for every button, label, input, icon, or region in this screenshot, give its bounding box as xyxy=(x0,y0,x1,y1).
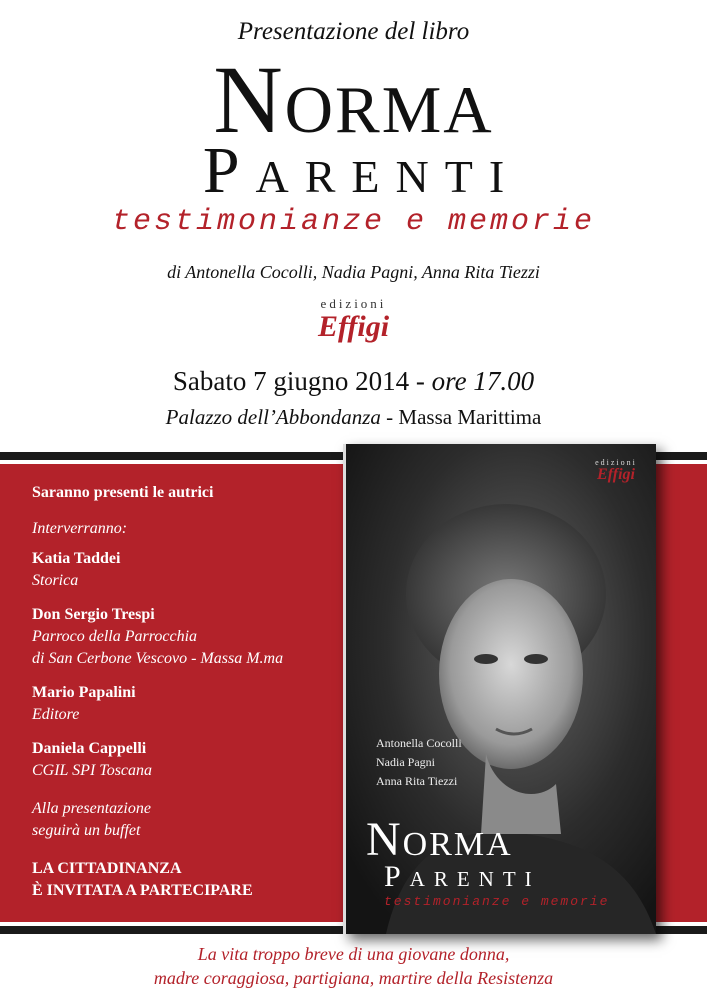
speakers-label: Interverranno: xyxy=(32,520,128,537)
book-author: Antonella Cocolli xyxy=(376,736,462,750)
venue-city: - Massa Marittima xyxy=(380,405,542,429)
speaker-role: Storica xyxy=(32,572,79,589)
presence-note: Saranno presenti le autrici xyxy=(32,484,214,501)
book-author: Nadia Pagni xyxy=(376,755,435,769)
book-authors xyxy=(376,734,462,791)
book-title-line-2: Parenti xyxy=(384,860,541,893)
speaker-name: Mario Papalini xyxy=(32,684,136,701)
event-info xyxy=(32,482,332,902)
speaker-item xyxy=(32,682,332,726)
speaker-item xyxy=(32,604,332,670)
title-line-2: Parenti xyxy=(202,134,521,207)
publisher-logo xyxy=(0,296,707,352)
authors-line: di Antonella Cocolli, Nadia Pagni, Anna Rita Tiezzi xyxy=(167,262,540,282)
speaker-name: Daniela Cappelli xyxy=(32,740,147,757)
book-author: Anna Rita Tiezzi xyxy=(376,774,458,788)
invite-note: LA CITTADINANZA xyxy=(32,860,182,877)
book-logo-name: Effigi xyxy=(597,466,635,483)
publisher-logo-name: Effigi xyxy=(317,310,390,343)
book-logo-top: edizioni xyxy=(595,458,637,467)
speaker-role: di San Cerbone Vescovo - Massa M.ma xyxy=(32,650,284,667)
speaker-item xyxy=(32,738,332,782)
speaker-role: CGIL SPI Toscana xyxy=(32,762,153,779)
event-time: ore 17.00 xyxy=(431,366,535,396)
venue-name: Palazzo dell’Abbondanza xyxy=(165,405,381,429)
speaker-role: Editore xyxy=(32,706,80,723)
book-title-line-1: Norma xyxy=(366,813,513,866)
pre-title: Presentazione del libro xyxy=(237,18,470,45)
event-venue-line xyxy=(0,405,707,430)
speaker-name: Don Sergio Trespi xyxy=(32,606,155,623)
publisher-logo-top: edizioni xyxy=(320,296,387,311)
buffet-note: Alla presentazione xyxy=(32,800,151,817)
title-line-1: Norma xyxy=(213,46,494,153)
book-cover xyxy=(343,444,656,934)
speaker-name: Katia Taddei xyxy=(32,550,121,567)
speaker-role: Parroco della Parrocchia xyxy=(32,628,198,645)
tagline-line-2: madre coraggiosa, partigiana, martire della Resistenza xyxy=(153,968,554,988)
book-publisher-logo xyxy=(586,458,646,483)
event-date: Sabato 7 giugno 2014 - xyxy=(172,366,432,396)
book-subtitle: testimonianze e memorie xyxy=(111,205,596,239)
tagline-line-1: La vita troppo breve di una giovane donna, xyxy=(197,944,510,964)
invite-note: È INVITATA A PARTECIPARE xyxy=(32,882,253,899)
buffet-note: seguirà un buffet xyxy=(32,822,141,839)
footer-tagline xyxy=(0,942,707,990)
book-cover-subtitle: testimonianze e memorie xyxy=(384,894,610,909)
speaker-item xyxy=(32,548,332,592)
event-date-line xyxy=(0,366,707,397)
